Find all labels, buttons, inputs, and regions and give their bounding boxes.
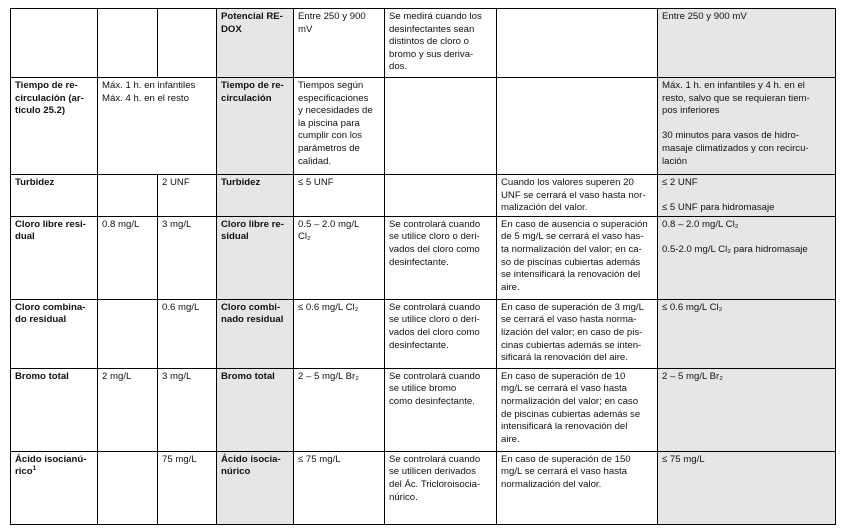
reference-value-cell: ≤ 2 UNF ≤ 5 UNF para hidromasaje [658, 175, 836, 217]
limit-value-cell: 0.8 mg/L [98, 216, 158, 299]
limit-value-cell: Máx. 1 h. en infantiles Máx. 4 h. en el resto [98, 78, 217, 175]
parameter-value-cell: ≤ 5 UNF [294, 175, 385, 217]
parameter-value-cell: Entre 250 y 900 mV [294, 9, 385, 78]
limit-value-cell: 75 mg/L [158, 451, 217, 524]
action-cell: En caso de superación de 150 mg/L se cerrará el vaso hasta normalización del valor. [497, 451, 658, 524]
action-cell: En caso de superación de 10 mg/L se cerrará el vaso hasta normalización del valor; en caso de piscinas cubiertas además se intensificará la renovación del aire. [497, 368, 658, 451]
action-cell: En caso de ausencia o superación de 5 mg/L se cerrará el vaso has- ta normalización del valor; en ca- so de piscinas cubiertas además se intensificará la renovación del aire. [497, 216, 658, 299]
table-cell [158, 9, 217, 78]
control-condition-cell: Se medirá cuando los desinfectantes sean distintos de cloro o bromo y sus deriva- dos. [385, 9, 497, 78]
parameter-name-cell: Bromo total [217, 368, 294, 451]
parameter-name-cell: Tiempo de re- circulación (ar- tículo 25.2) [11, 78, 98, 175]
control-condition-cell: Se controlará cuando se utilice bromo como desinfectante. [385, 368, 497, 451]
table-row [11, 9, 836, 78]
parameter-name-cell: Potencial RE- DOX [217, 9, 294, 78]
table-row [11, 216, 836, 299]
parameter-value-cell: 2 – 5 mg/L Br₂ [294, 368, 385, 451]
parameter-value-cell: ≤ 0.6 mg/L Cl₂ [294, 299, 385, 368]
reference-value-cell: Entre 250 y 900 mV [658, 9, 836, 78]
control-condition-cell: Se controlará cuando se utilicen derivados del Ác. Tricloroisocia- núrico. [385, 451, 497, 524]
table-cell [98, 9, 158, 78]
parameter-name-cell: Cloro libre re- sidual [217, 216, 294, 299]
control-condition-cell: Se controlará cuando se utilice cloro o deri- vados del cloro como desinfectante. [385, 216, 497, 299]
action-cell: Cuando los valores superen 20 UNF se cerrará el vaso hasta nor- malización del valor. [497, 175, 658, 217]
parameter-name-cell: Turbidez [11, 175, 98, 217]
parameter-name-cell: Tiempo de re- circulación [217, 78, 294, 175]
limit-value-cell: 3 mg/L [158, 216, 217, 299]
limit-value-cell [98, 175, 158, 217]
parameter-value-cell: ≤ 75 mg/L [294, 451, 385, 524]
parameter-name-cell: Cloro combi- nado residual [217, 299, 294, 368]
parameter-name-cell: Cloro combina- do residual [11, 299, 98, 368]
limit-value-cell: 3 mg/L [158, 368, 217, 451]
footnote-marker: 1 [32, 465, 37, 473]
limit-value-cell [98, 451, 158, 524]
control-condition-cell [385, 175, 497, 217]
parameter-name-cell [11, 451, 98, 524]
table-row [11, 78, 836, 175]
table-row [11, 451, 836, 524]
control-condition-cell [385, 78, 497, 175]
parameter-name-cell: Turbidez [217, 175, 294, 217]
parameter-name-cell: Ácido isocia- núrico [217, 451, 294, 524]
parameter-name-cell: Cloro libre resi- dual [11, 216, 98, 299]
parameter-value-cell: Tiempos según especificaciones y necesidades de la piscina para cumplir con los parámetros de calidad. [294, 78, 385, 175]
action-cell [497, 78, 658, 175]
action-cell [497, 9, 658, 78]
reference-value-cell: 0.8 – 2.0 mg/L Cl₂ 0.5-2.0 mg/L Cl₂ para hidromasaje [658, 216, 836, 299]
table-row [11, 175, 836, 217]
reference-value-cell: Máx. 1 h. en infantiles y 4 h. en el resto, salvo que se requieran tiem- pos inferiores 30 minutos para vasos de hidro- masaje climatizados y con recircu- lación [658, 78, 836, 175]
table-cell [11, 9, 98, 78]
limit-value-cell: 0.6 mg/L [158, 299, 217, 368]
reference-value-cell: 2 – 5 mg/L Br₂ [658, 368, 836, 451]
parameter-name-cell: Bromo total [11, 368, 98, 451]
table-row [11, 368, 836, 451]
reference-value-cell: ≤ 75 mg/L [658, 451, 836, 524]
control-condition-cell: Se controlará cuando se utilice cloro o deri- vados del cloro como desinfectante. [385, 299, 497, 368]
action-cell: En caso de superación de 3 mg/L se cerrará el vaso hasta norma- lización del valor; en caso de pis- cinas cubiertas además se inten- sificará la renovación del aire. [497, 299, 658, 368]
reference-value-cell: ≤ 0.6 mg/L Cl₂ [658, 299, 836, 368]
limit-value-cell [98, 299, 158, 368]
table-row [11, 299, 836, 368]
parameter-value-cell: 0.5 – 2.0 mg/L Cl₂ [294, 216, 385, 299]
parameter-name-text: Ácido isocianú- rico [15, 453, 87, 478]
limit-value-cell: 2 mg/L [98, 368, 158, 451]
limit-value-cell: 2 UNF [158, 175, 217, 217]
pool-water-parameters-table [10, 8, 836, 525]
